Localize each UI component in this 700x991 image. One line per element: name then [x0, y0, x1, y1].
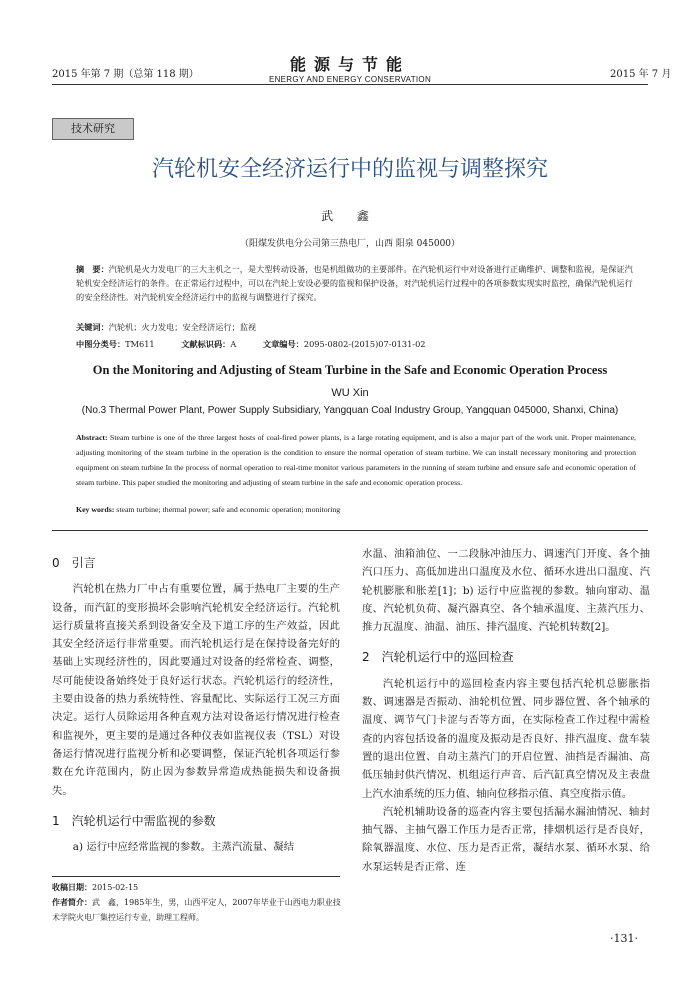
- article-id-label: 文章编号：: [262, 339, 304, 349]
- heading-introduction: 0 引言: [52, 556, 96, 570]
- author-en: WU Xin: [331, 387, 369, 399]
- heading-monitored-parameters: 1 汽轮机运行中需监视的参数: [52, 813, 216, 828]
- patrol-paragraph-1: 汽轮机运行中的巡回检查内容主要包括汽轮机总膨胀指数、调速器是否振动、油轮机位置、同步器位置、各个轴承的温度、调节气门卡涩与否等方面，在实际检查工作过程中需检查的内容包括设备的温度及振动是否良好、排汽温度、盘车装置的退出位置、自动主蒸汽门的开启位置、油挡是否漏油、高低压轴封供汽情况、机组运行声音、后汽缸真空情况及主表盘上汽水油系统的压力值、轴向位移指示值、真空度指示值。: [362, 677, 650, 800]
- section-divider: [52, 530, 648, 531]
- parameters-continued: 水温、油箱油位、一二段脉冲油压力、调速汽门开度、各个抽汽口压力、高低加进出口温度及水位、循环水进出口温度、汽轮机膨胀和胀差[1]；b) 运行中应监视的参数。轴向窜动、温度、汽轮机负荷、凝汽器真空、各个轴承温度、主蒸汽压力、推力瓦温度、油温、油压、排汽温度、汽轮机转数[2]。: [362, 548, 650, 634]
- keywords-cn-label: 关键词：: [76, 322, 109, 332]
- author-bio: 武 鑫，1985年生，男，山西平定人，2007年毕业于山西电力职业技术学院火电厂集控运行专业，助理工程师。: [52, 898, 341, 922]
- clc-value: TM611: [125, 339, 155, 349]
- classification-row: [76, 339, 636, 350]
- issue-info: 2015 年第 7 期（总第 118 期）: [52, 69, 199, 80]
- abstract-en-text: Steam turbine is one of the three largest hosts of coal-fired power plants, is a large rotating equipment, and is also a major part of the work unit. Proper maintenance, adjusting monitoring of the steam turbine in the operation is the condition to ensure the normal operation of steam turbine. We can install necessary monitoring and protection equipment on steam turbine In the process of normal operation to real-time monitor various parameters in the running of steam turbine and ensure safe and economic operation of steam turbine. This paper studied the monitoring and adjusting of steam turbine in the safe and economic operation process.: [76, 433, 636, 487]
- heading-patrol-inspection: 2 汽轮机运行中的巡回检查: [362, 650, 514, 665]
- bio-label: 作者简介：: [52, 898, 92, 907]
- clc-label: 中图分类号：: [76, 339, 126, 349]
- abstract-en: [76, 430, 636, 490]
- footnote: [52, 880, 342, 925]
- journal-title-cn: 能源与节能: [289, 55, 410, 74]
- journal-title-en: ENERGY AND ENERGY CONSERVATION: [268, 75, 432, 84]
- parameters-item-a: a) 运行中应经常监视的参数。主蒸汽流量、凝结: [72, 841, 295, 854]
- keywords-en: [76, 505, 636, 514]
- header-divider: [52, 84, 648, 85]
- footnote-divider: [52, 876, 340, 877]
- issue-date: 2015 年 7 月: [610, 69, 672, 80]
- right-column: [362, 545, 650, 876]
- intro-paragraph: 汽轮机在热力厂中占有重要位置，属于热电厂主要的生产设备，而汽缸的变形损坏会影响汽轮机安全经济运行。汽轮机运行质量将直接关系到设备安全及下道工序的生产效益，因此其安全经济运行非常重要。而汽轮机运行是在保持设备完好的基础上实现经济性的，因此要通过对设备的经常检查、调整，尽可能使设备始终处于良好运行状态。汽轮机运行的经济性，主要由设备的热力系统特性、容量配比、实际运行工况三方面决定。运行人员除运用各种直观方法对设备运行情况进行检查和监视外，更主要的是通过各种仪表如监视仪表（TSL）对设备运行情况进行监视分析和必要调整，保证汽轮机各项运行参数在允许范围内，防止因为参数异常造成热能损失和设备损失。: [52, 583, 340, 797]
- section-tag: 技术研究: [52, 118, 134, 140]
- affiliation-en: (No.3 Thermal Power Plant, Power Supply Subsidiary, Yangquan Coal Industry Group, Yangquan 045000, Shanxi, China): [81, 405, 619, 416]
- abstract-cn: [76, 262, 636, 304]
- paper-title-cn: 汽轮机安全经济运行中的监视与调整探究: [151, 157, 548, 182]
- paper-title-en: On the Monitoring and Adjusting of Steam Turbine in the Safe and Economic Operation Process: [92, 363, 608, 377]
- keywords-en-text: steam turbine; thermal power; safe and economic operation; monitoring: [116, 505, 341, 514]
- received-date: 2015-02-15: [92, 883, 139, 892]
- keywords-cn-text: 汽轮机；火力发电；安全经济运行；监视: [108, 322, 257, 332]
- journal-masthead: [235, 52, 465, 84]
- affiliation-cn: （阳煤发供电分公司第三热电厂，山西 阳泉 045000）: [239, 239, 461, 249]
- doc-code-label: 文献标识码：: [181, 339, 231, 349]
- abstract-en-label: Abstract:: [76, 433, 108, 442]
- received-label: 收稿日期：: [52, 883, 92, 892]
- patrol-paragraph-2: 汽轮机辅助设备的巡查内容主要包括漏水漏油情况、轴封抽气器、主抽气器工作压力是否正常，排烟机运行是否良好，除氧器温度、水位、压力是否正常，凝结水泵、循环水泵、给水泵运转是否正常、连: [362, 805, 650, 873]
- abstract-cn-label: 摘 要：: [76, 264, 109, 274]
- keywords-en-label: Key words:: [76, 505, 115, 514]
- article-id-value: 2095-0802-(2015)07-0131-02: [303, 339, 426, 349]
- keywords-cn: [76, 322, 636, 333]
- author-cn: 武 鑫: [321, 209, 379, 223]
- page-number: ·131·: [610, 932, 638, 945]
- left-column: [52, 554, 340, 856]
- doc-code-value: A: [230, 339, 237, 349]
- abstract-cn-text: 汽轮机是火力发电厂的三大主机之一，是大型转动设备，也是机组做功的主要部件。在汽轮机运行中对设备进行正确维护、调整和监视，是保证汽轮机安全经济运行的条件。在正常运行过程中，可以在汽轮上安设必要的监视和保护设备，对汽轮机运行过程中的各项参数实现实时监控，确保汽轮机运行的安全经济性。对汽轮机安全经济运行中的监视与调整进行了探究。: [76, 264, 633, 302]
